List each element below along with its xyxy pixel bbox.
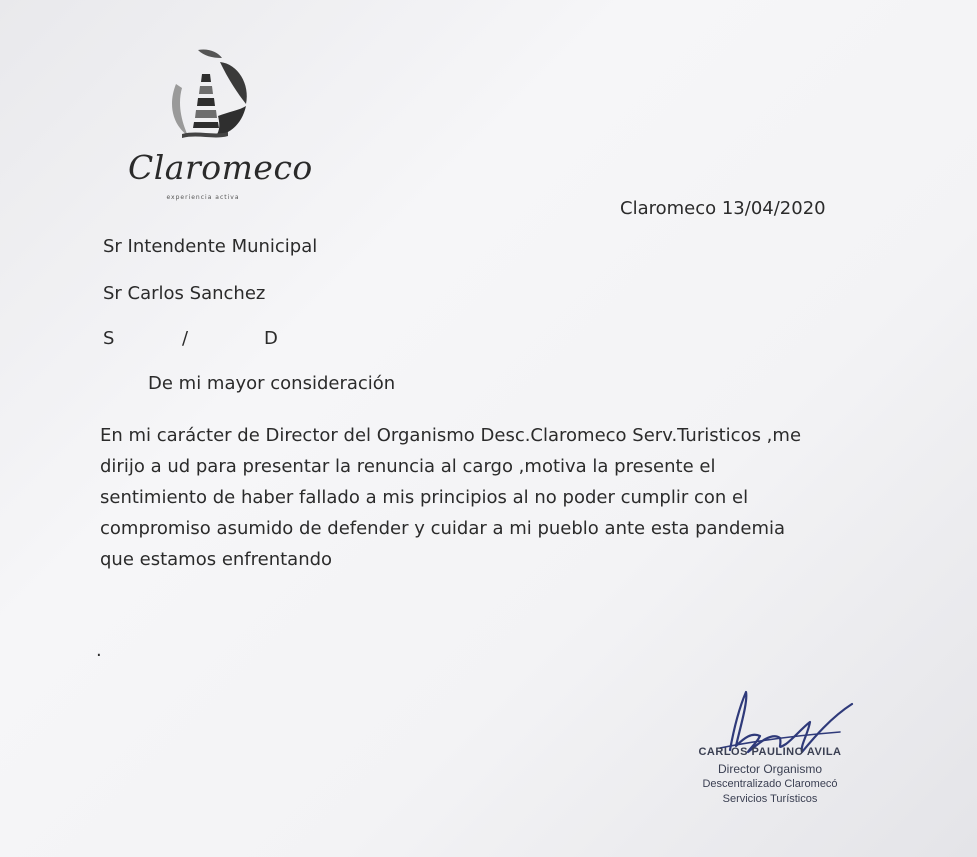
body-line: dirijo a ud para presentar la renuncia al cargo ,motiva la presente el bbox=[100, 456, 716, 477]
signer-title-line-3: Servicios Turísticos bbox=[722, 793, 818, 805]
logo-wordmark: Claromeco bbox=[128, 148, 313, 187]
signature-stamp bbox=[670, 688, 870, 818]
body-line: compromiso asumido de defender y cuidar a mi pueblo ante esta pandemia bbox=[100, 518, 786, 539]
signer-title-line-2: Descentralizado Claromecó bbox=[702, 778, 838, 790]
stray-mark: . bbox=[96, 640, 102, 661]
sd-s: S bbox=[103, 328, 115, 349]
letter-body bbox=[100, 420, 880, 575]
body-line: que estamos enfrentando bbox=[100, 549, 333, 570]
sd-slash: / bbox=[182, 328, 189, 349]
greeting: De mi mayor consideración bbox=[148, 373, 396, 394]
signer-title-line-1: Director Organismo bbox=[717, 762, 823, 776]
logo-tagline: experiencia activa bbox=[166, 194, 240, 201]
letter-date: Claromeco 13/04/2020 bbox=[620, 198, 826, 219]
sd-d: D bbox=[264, 328, 278, 349]
body-line: sentimiento de haber fallado a mis principios al no poder cumplir con el bbox=[100, 487, 749, 508]
recipient-title: Sr Intendente Municipal bbox=[103, 236, 318, 257]
lighthouse-logo-icon bbox=[158, 44, 253, 149]
signer-name: CARLOS PAULINO AVILA bbox=[698, 746, 842, 758]
body-line: En mi carácter de Director del Organismo Desc.Claromeco Serv.Turisticos ,me bbox=[100, 425, 802, 446]
claromeco-logo bbox=[128, 44, 313, 204]
recipient-name: Sr Carlos Sanchez bbox=[103, 283, 266, 304]
